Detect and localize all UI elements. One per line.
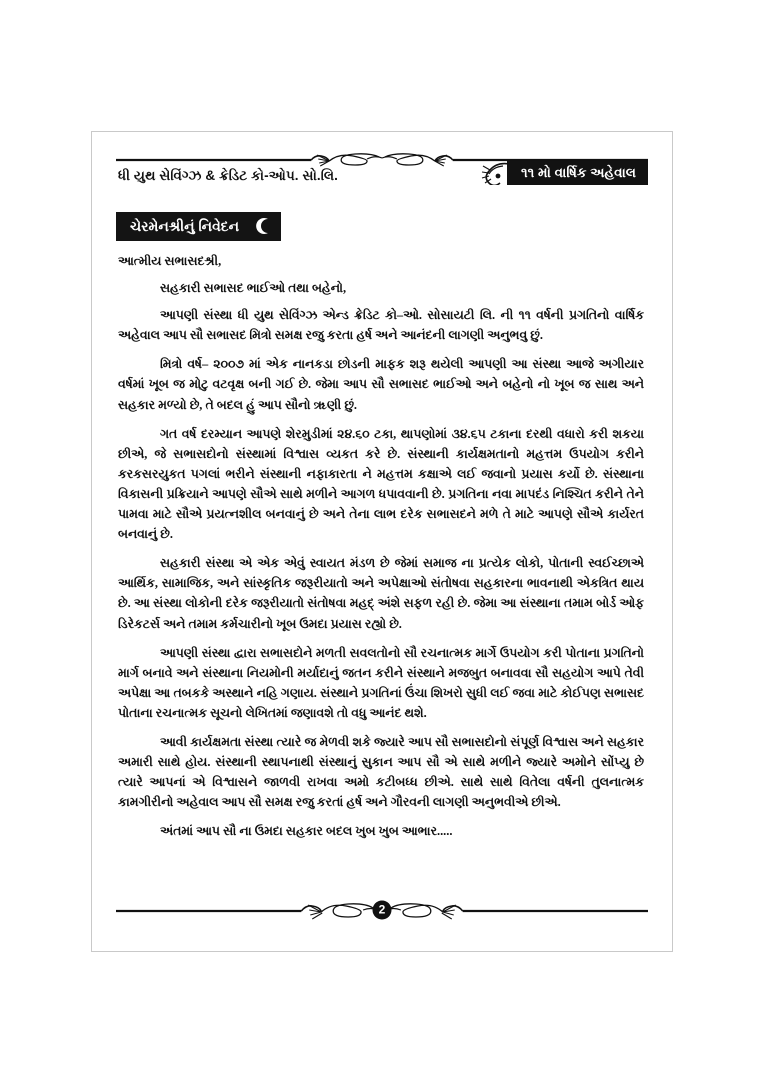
annual-report-label: ૧૧ મો વાર્ષિક અહેવાલ xyxy=(507,161,648,185)
closing-line: અંતમાં આપ સૌ ના ઉમદા સહકાર બદલ ખુબ ખુબ આભાર..... xyxy=(160,824,453,839)
section-title-label: ચેરમેનશ્રીનું નિવેદન xyxy=(130,217,240,234)
page-header xyxy=(116,150,648,196)
paragraph-3: ગત વર્ષ દરમ્યાન આપણે શેરમુડીમાં ૨૪.૬૦ ટકા, થાપણોમાં ૩૪.૬૫ ટકાના દરથી વધારો કરી શકયા છીએ, જે સભાસદોનો સંસ્થામાં વિશ્વાસ વ્યકત કરે છે. સંસ્થાની કાર્યક્ષમતાનો મહત્તમ ઉપયોગ કરીને કરકસરયુકત પગલાં ભરીને સંસ્થાની નફાકારતા ને મહત્તમ કક્ષાએ લઈ જવાનો પ્રયાસ કર્યો છે. સંસ્થાના વિકાસની પ્રક્રિયાને આપણે સૌએ સાથે મળીને આગળ ધપાવવાની છે. પ્રગતિના નવા માપદંડ નિશ્ચિત કરીને તેને પામવા માટે સૌએ પ્રયત્નશીલ બનવાનું છે અને તેના લાભ દરેક સભાસદને મળે તે માટે આપણે સૌએ કાર્યરત બનવાનું છે. xyxy=(118,426,644,542)
leaf-flourish-glyph xyxy=(481,161,511,185)
sub-salutation: સહકારી સભાસદ ભાઈઓ તથા બહેનો, xyxy=(160,281,347,296)
scanned-page-sheet xyxy=(91,131,673,952)
page-content xyxy=(92,132,672,951)
paragraph-6: આવી કાર્યક્ષમતા સંસ્થા ત્યારે જ મેળવી શકે જ્યારે આપ સૌ સભાસદોનો સંપૂર્ણ વિશ્વાસ અને સહકાર અમારી સાથે હોય. સંસ્થાની સ્થાપનાથી સંસ્થાનું સુકાન આપ સૌ એ સાથે મળીને જ્યારે અમોને સોંપ્યુ છે ત્યારે આપનાં એ વિશ્વાસને જાળવી રાખવા અમો કટીબધ્ધ છીએ. સાથે સાથે વિતેલા વર્ષની તુલનાત્મક કામગીરીનો અહેવાલ આપ સૌ સમક્ષ રજુ કરતાં હર્ષ અને ગૌરવની લાગણી અનુભવીએ છીએ. xyxy=(118,734,644,810)
crescent-swirl-glyph xyxy=(251,216,273,236)
leaf-flourish-icon xyxy=(481,161,511,185)
chairman-statement-body xyxy=(116,251,648,841)
paragraph-1: આપણી સંસ્થા ધી યુથ સેવિંગ્ઝ એન્ડ ક્રેડિટ કો–ઓ. સોસાયટી લિ. ની ૧૧ વર્ષની પ્રગતિનો વાર્ષિક અહેવાલ આપ સૌ સભાસદ મિત્રો સમક્ષ રજુ કરતા હર્ષ અને આનંદની લાગણી અનુભવુ છું. xyxy=(118,308,644,343)
organization-name: ધી યુથ સેવિંગ્ઝ & ક્રેડિટ કો-ઓપ. સો.લિ. xyxy=(118,168,338,183)
page-number-badge: 2 xyxy=(373,901,392,920)
annual-report-badge xyxy=(481,161,648,185)
crescent-swirl-icon xyxy=(251,216,273,236)
section-title-plate xyxy=(116,212,281,241)
paragraph-5: આપણી સંસ્થા દ્વારા સભાસદોને મળતી સવલતોનો સૌ રચનાત્મક માર્ગે ઉપયોગ કરી પોતાના પ્રગતિનો માર્ગ બનાવે અને સંસ્થાના નિયમોની મર્યાદાનું જતન કરીને સંસ્થાને મજબુત બનાવવા સૌ સહયોગ આપે તેવી અપેક્ષા આ તબકકે અસ્થાને નહિ ગણાય. સંસ્થાને પ્રગતિનાં ઉંચા શિખરો સુધી લઈ જવા માટે કોઈપણ સભાસદ પોતાના રચનાત્મક સૂચનો લેખિતમાં જણાવશે તો વધુ આનંદ થશે. xyxy=(118,645,644,720)
section-title xyxy=(116,212,648,241)
paragraph-2: મિત્રો વર્ષ– ૨૦૦૭ માં એક નાનકડા છોડની માફક શરૂ થયેલી આપણી આ સંસ્થા આજે અગીયાર વર્ષમાં ખૂબ જ મોટુ વટવૃક્ષ બની ગઈ છે. જેમા આપ સૌ સભાસદ ભાઈઓ અને બહેનો નો ખૂબ જ સાથ અને સહકાર મળ્યો છે, તે બદલ હું આપ સૌનો ૠણી છું. xyxy=(118,357,644,412)
page-footer xyxy=(116,895,648,925)
salutation: આત્મીય સભાસદશ્રી, xyxy=(118,254,222,268)
paragraph-4: સહકારી સંસ્થા એ એક એવું સ્વાયત મંડળ છે જેમાં સમાજ ના પ્રત્યેક લોકો, પોતાની સ્વઈચ્છાએ આર્થિક, સામાજિક, અને સાંસ્કૃતિક જરૂરીયાતો અને અપેક્ષાઓ સંતોષવા સહકારના ભાવનાથી એકત્રિત થાય છે. આ સંસ્થા લોકોની દરેક જરૂરીયાતો સંતોષવા મહદ્ અંશે સફળ રહી છે. જેમા આ સંસ્થાના તમામ બોર્ડ ઓફ ડિરેકટર્સ અને તમામ કર્મચારીનો ખૂબ ઉમદા પ્રયાસ રહ્યો છે. xyxy=(118,556,644,631)
